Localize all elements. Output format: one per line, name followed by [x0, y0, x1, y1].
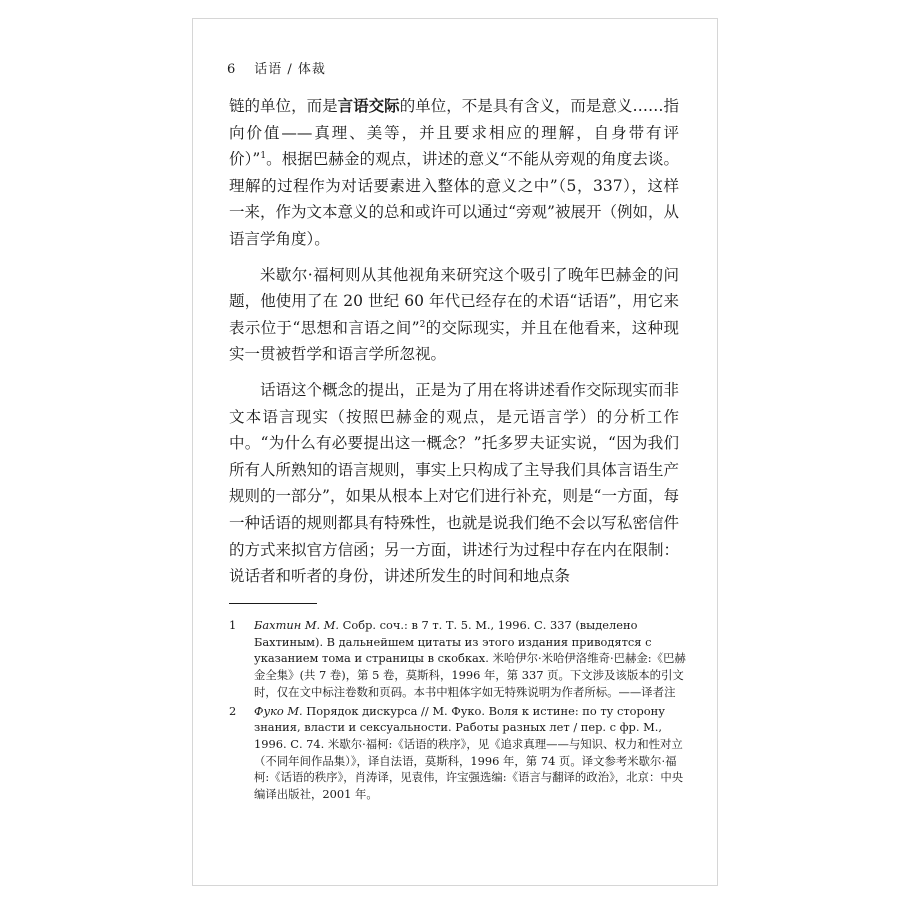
footnote-ref-2[interactable]: 2 — [419, 319, 426, 330]
paragraph-1-start: 链的单位，而是 — [229, 97, 338, 115]
paragraph-1 — [229, 93, 679, 253]
bold-term: 言语交际 — [337, 96, 400, 115]
footnote-2 — [229, 703, 687, 803]
running-title: 话语 / 体裁 — [254, 62, 326, 77]
footnote-number: 1 — [229, 618, 237, 632]
footnote-text: Порядок дискурса // М. Фуко. Воля к истине: по ту сторону знания, власти и сексуальности. Работы разных лет / пер. с фр. М., 1996. С. 74. 米歇尔·福柯:《话语的秩序》，见《追求真理——与知识、权力和性对立（不同年间作品集）》，译自法语，莫斯科，1996 年，第 74 页。译文参考米歇尔·福柯:《话语的秩序》，肖涛译，见袁伟，许宝强选编:《语言与翻译的政治》，北京：中央编译出版社，2001 年。 — [254, 703, 684, 802]
paragraph-1-quote: 的单位，不是具有含义，而是意义……指向价值——真理、美等，并且要求相应的理解，自身带有评价）” — [229, 97, 679, 169]
footnotes — [229, 617, 687, 805]
running-header — [227, 58, 326, 77]
paragraph-2 — [229, 262, 679, 368]
footnote-1 — [229, 617, 687, 701]
paragraph-2-start: 米歇尔·福柯则从其他视角来研究这个吸引了晚年巴赫金的问题，他使用了在 20 世纪 60 年代已经存在的术语“话语”，用它来表示位于“思想和言语之间” — [229, 265, 679, 337]
footnote-author: Бахтин М. М. — [254, 618, 340, 632]
body-text — [229, 93, 679, 590]
paragraph-1-rest: 。根据巴赫金的观点，讲述的意义“不能从旁观的角度去谈。理解的过程作为对话要素进入整体的意义之中”（5，337），这样一来，作为文本意义的总和或许可以通过“旁观”被展开（例如，从语言学角度）。 — [229, 150, 679, 248]
footnote-ref-1[interactable]: 1 — [260, 151, 267, 162]
paragraph-2-rest: 的交际现实，并且在他看来，这种现实一贯被哲学和语言学所忽视。 — [229, 318, 679, 364]
page-number: 6 — [227, 62, 237, 77]
footnote-number: 2 — [229, 703, 237, 718]
footnote-author: Фуко М. — [254, 703, 303, 718]
footnote-separator — [229, 603, 317, 604]
paragraph-3: 话语这个概念的提出，正是为了用在将讲述看作交际现实而非文本语言现实（按照巴赫金的观点，是元语言学）的分析工作中。“为什么有必要提出这一概念？”托多罗夫证实说，“因为我们所有人所熟知的语言规则，事实上只构成了主导我们具体言语生产规则的一部分”，如果从根本上对它们进行补充，则是“一方面，每一种话语的规则都具有特殊性，也就是说我们绝不会以写私密信件的方式来拟官方信函；另一方面，讲述行为过程中存在内在限制：说话者和听者的身份，讲述所发生的时间和地点条 — [229, 380, 679, 586]
footnote-text: Собр. соч.: в 7 т. Т. 5. М., 1996. С. 337 (выделено Бахтиным). В дальнейшем цитаты из этого издания приводятся с указанием тома и страницы в скобках. 米哈伊尔·米哈伊洛维奇·巴赫金:《巴赫金全集》(共 7 卷)，第 5 卷，莫斯科，1996 年，第 337 页。下文涉及该版本的引文时，仅在文中标注卷数和页码。本书中粗体字如无特殊说明为作者所标。——译者注 — [254, 618, 686, 699]
